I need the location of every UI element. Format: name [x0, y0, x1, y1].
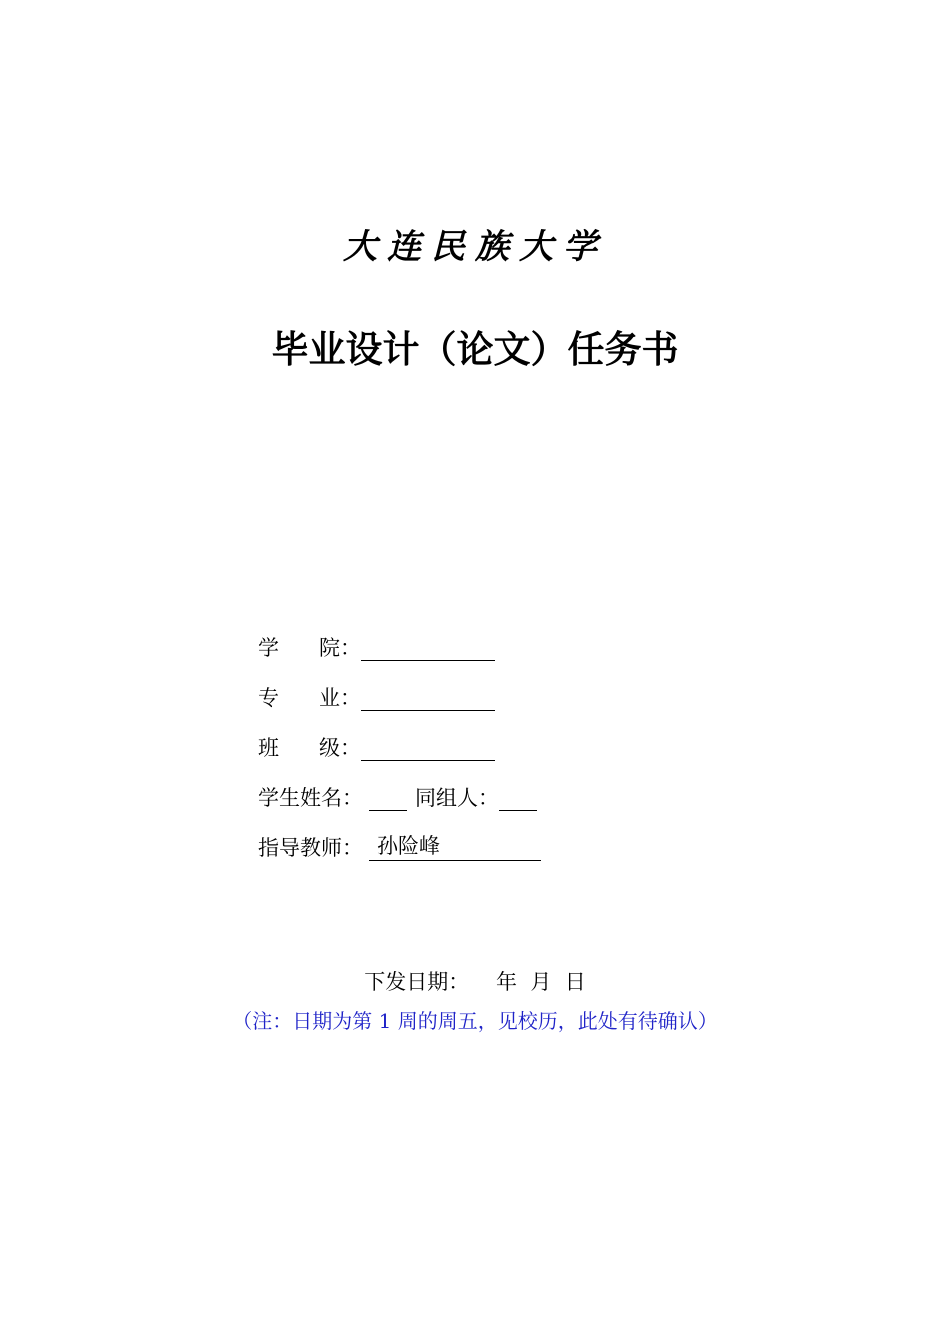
- advisor-input[interactable]: 孙险峰: [369, 832, 541, 861]
- class-label: 班 级: [258, 736, 340, 760]
- college-label: 学 院: [258, 636, 340, 660]
- university-name: 大连民族大学: [343, 227, 607, 267]
- issue-date-year-label: 年: [495, 970, 517, 994]
- advisor-row: [258, 832, 541, 864]
- class-input[interactable]: [361, 736, 495, 761]
- group-members-label: 同组人：: [415, 786, 499, 810]
- student-name-row: [258, 782, 537, 814]
- major-input[interactable]: [361, 686, 495, 711]
- issue-date-label: 下发日期：: [364, 970, 470, 994]
- student-name-label: 学生姓名：: [258, 786, 363, 810]
- major-field: 专 业 ：: [258, 682, 495, 714]
- student-name-input[interactable]: [369, 786, 407, 811]
- college-input[interactable]: [361, 636, 495, 661]
- date-note: （注：日期为第 1 周的周五，见校历，此处有待确认）: [232, 1009, 718, 1033]
- advisor-label: 指导教师：: [258, 836, 363, 860]
- class-field: 班 级 ：: [258, 732, 495, 764]
- college-field: 学 院 ：: [258, 632, 495, 664]
- issue-date-day-label: 日: [564, 970, 586, 994]
- issue-date-month-label: 月: [530, 970, 552, 994]
- major-label: 专 业: [258, 686, 340, 710]
- document-title: 毕业设计（论文）任务书: [271, 328, 679, 371]
- issue-date-row: [0, 966, 950, 998]
- group-members-input[interactable]: [499, 786, 537, 811]
